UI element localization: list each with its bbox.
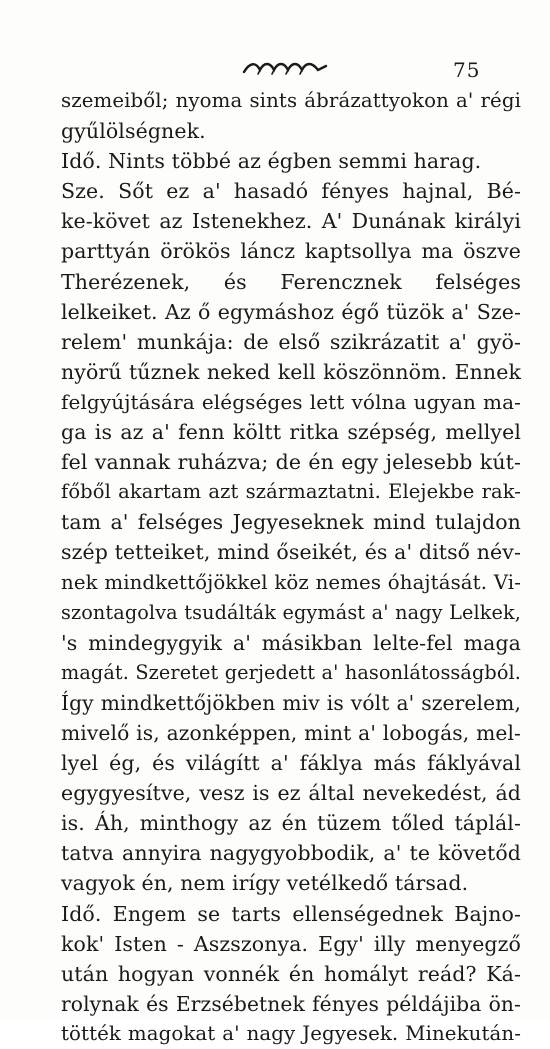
text-line: 's mindegygyik a' másikban lelte-fel maga [61,630,521,655]
body-text [61,86,521,1049]
ornament-icon [240,58,330,78]
text-line: tam a' felséges Jegyeseknek mind tulajdon [61,510,521,535]
text-line: lyel ég, és világítt a' fáklya más fáklyával [61,751,521,776]
text-line: gyűlölségnek. [61,119,206,144]
text-line: után hogyan vonnék én homályt reád? Ká- [61,961,521,986]
text-line: Idő. Engem se tarts ellenségednek Bajno- [61,901,521,926]
text-line: egygyesítve, vesz is ez által nevekedést, ád [61,781,521,806]
text-line: lelkeiket. Az ő egymáshoz égő tüzök a' Sze- [61,299,521,324]
text-line: tatva annyira nagygyobbodik, a' te követőd [61,841,521,866]
text-line: Így mindkettőjökben miv is vólt a' szerelem, [61,690,521,715]
text-line: mivelő is, azonképpen, mint a' lobogás, mel- [61,720,521,745]
text-line: fel vannak ruházva; de én egy jelesebb kút- [61,450,521,475]
text-line: felgyújtására elégséges lett vólna ugyan ma- [61,389,521,414]
text-line: Sze. Sőt ez a' hasadó fényes hajnal, Bé- [61,179,521,204]
text-line: ke-követ az Istenekhez. A' Dunának királyi [61,209,521,234]
text-line: vagyok én, nem irígy vetélkedő társad. [61,871,469,896]
text-line: Idő. Nints többé az égben semmi harag. [61,149,482,174]
text-line: főből akartam azt származtatni. Elejekbe rak- [61,480,521,504]
text-line: szemeiből; nyoma sints ábrázattyokon a' régi [61,89,521,112]
text-line: Therézenek, és Ferencznek felséges [61,269,521,294]
text-line: nyörű tűznek neked kell köszönnöm. Ennek [61,359,521,384]
text-line: magát. Szeretet gerjedett a' hasonlátosságból. [61,660,521,684]
page-number: 75 [453,58,481,82]
text-line: nek mindkettőjökkel köz nemes óhajtását. Vi- [61,570,521,594]
text-line: parttyán örökös láncz kaptsollya ma öszve [61,239,521,264]
text-line: ga is az a' fenn költt ritka szépség, mellyel [61,420,521,445]
text-line: szontagolva tsudálták egymást a' nagy Lelkek, [61,600,521,624]
text-line: is. Áh, minthogy az én tüzem tőled táplál- [61,811,521,836]
text-line: szép tetteiket, mind őseikét, és a' ditső név- [61,540,521,565]
text-line: tötték magokat a' nagy Jegyesek. Minekután- [61,1021,521,1045]
text-line: relem' munkája: de első szikrázatit a' gyö- [61,329,521,354]
text-line: kok' Isten - Aszszonya. Egy' illy menyegző [61,931,521,956]
text-line: rolynak és Erzsébetnek fényes példájiba ön- [61,991,521,1016]
